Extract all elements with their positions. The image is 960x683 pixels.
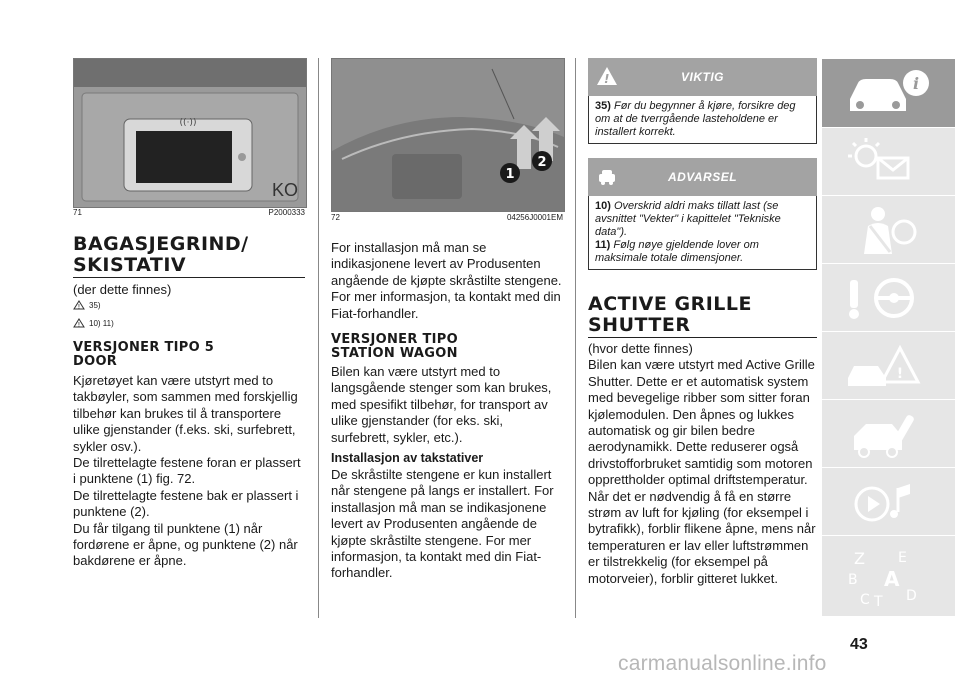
heading-line: VERSJONER TIPO [331, 332, 458, 347]
airbag-seatbelt-icon [844, 202, 934, 258]
note-text: Overskrid aldri maks tillatt last (se avsnittet "Vekter" i kapittelet "Tekniske data"). [595, 200, 781, 238]
car-roof-illustration [332, 59, 564, 211]
warning-triangle-icon [596, 66, 618, 86]
index-letter: D [906, 588, 917, 604]
col2-body-2 [331, 467, 563, 582]
index-letter: Z [854, 549, 865, 568]
heading-line: STATION WAGON [331, 346, 458, 361]
page-number: 43 [850, 636, 868, 653]
index-letter: T [874, 594, 883, 610]
heading-rule [73, 277, 305, 278]
section-heading-bagasjegrind [73, 234, 249, 276]
index-letter: A [884, 567, 900, 591]
svg-text:i: i [912, 74, 920, 93]
note-ref: 35) [89, 300, 101, 310]
media-icon [844, 474, 934, 530]
note-ref: 10) 11) [89, 318, 114, 328]
ref-line-1 [73, 300, 101, 310]
warning-triangle-icon [73, 300, 85, 310]
svg-text:!: ! [896, 366, 904, 382]
column-divider [575, 58, 576, 618]
svg-text:!: ! [604, 72, 610, 86]
tab-index[interactable] [822, 535, 955, 616]
tab-warning-lights[interactable] [822, 127, 955, 195]
fig71-logo: KO [271, 180, 298, 200]
svg-text:!: ! [77, 303, 81, 310]
paragraph: Bilen kan være utstyrt med to langsgående stenger som kan brukes, med spesifikt tilbehør, for transport av ulike gjenstander (for eks. ski, surfebrett, sykler, etc.). [331, 364, 552, 445]
fig72-caption [331, 213, 563, 222]
subtitle: (hvor dette finnes) [588, 341, 693, 356]
index-letter: E [898, 550, 907, 566]
viktig-banner [588, 58, 817, 96]
col3-body [588, 341, 817, 587]
paragraph: De tilrettelagte festene bak er plassert i punktene (2). [73, 487, 299, 520]
tab-safety[interactable] [822, 195, 955, 263]
ref-line-2 [73, 318, 114, 328]
note-number: 11) [595, 239, 611, 251]
section-heading-active-grille [588, 294, 752, 336]
advarsel-banner [588, 158, 817, 196]
note-text: Før du begynner å kjøre, forsikre deg om at de tverrgående lasteholdene er installert korrekt. [595, 100, 796, 138]
paragraph: Bilen kan være utstyrt med Active Grille Shutter. Dette er et automatisk system med bevegelige ribber som sitter foran kjølemodulen. Den åpnes og lukkes automatisk og gir bilen bedre aerodynamikk. Dette reduserer også drivstofforbruket samtidig som motoren opprettholder optimal driftstemperatur. Når det er nødvendig å få en større strøm av luft for kjøling (for eksempel i bytrafikk), forblir flikene åpne, mens når temperaturen er lav eller luftstrømmen er tilstrekkelig (for eksempel på motorveier), forblir gitteret lukket. [588, 357, 816, 586]
paragraph: Kjøretøyet kan være utstyrt med to takbøyler, som sammen med forskjellig tilbehør kan brukes til å transportere ulike gjenstander (f.eks. ski, surfebrett, sykler osv.). [73, 373, 298, 454]
heading-line: BAGASJEGRIND/ [73, 233, 249, 255]
note-number: 10) [595, 200, 611, 212]
paragraph: For installasjon må man se indikasjonene levert av Produsenten angående de kjøpte skråstilte stengene. For mer informasjon, ta kontakt med din Fiat-forhandler. [331, 240, 562, 321]
paragraph: De tilrettelagte festene foran er plassert i punktene (1) fig. 72. [73, 455, 301, 487]
advarsel-notes [588, 196, 817, 270]
heading-line: SKISTATIV [73, 254, 187, 276]
heading-rule [588, 337, 817, 338]
svg-text:((·)): ((·)) [179, 118, 197, 128]
heading-line: VERSJONER TIPO 5 [73, 340, 215, 355]
paragraph: De skråstilte stengene er kun installert når stengene på langs er installert. For installasjon må man se indikasjonene levert av Produsenten angående de kjøpte skråstilte stengene. For mer informasjon, ta kontakt med din Fiat-forhandler. [331, 467, 554, 581]
callout-1: 1 [505, 167, 515, 182]
figure-71-image [73, 58, 307, 208]
warning-lights-icon [844, 134, 934, 190]
col2-body [331, 364, 563, 446]
note-text: Følg nøye gjeldende lover om maksimale totale dimensjoner. [595, 239, 759, 264]
heading-line: SHUTTER [588, 314, 691, 336]
steering-key-icon [844, 270, 934, 326]
tab-multimedia[interactable] [822, 467, 955, 535]
note-number: 35) [595, 100, 611, 112]
col1-body [73, 373, 305, 570]
subtitle: (der dette finnes) [73, 282, 172, 297]
index-letter: B [848, 572, 858, 588]
svg-text:!: ! [77, 321, 81, 328]
index-icon [844, 542, 934, 612]
tab-starting-driving[interactable] [822, 263, 955, 331]
note-10 [595, 200, 810, 239]
banner-title: VIKTIG [680, 70, 724, 84]
tab-emergency[interactable] [822, 331, 955, 399]
paragraph: Du får tilgang til punktene (1) når fordørene er åpne, og punktene (2) når bakdørene er åpne. [73, 520, 298, 569]
index-letter: C [860, 592, 870, 608]
car-caution-icon [596, 168, 618, 186]
fig71-number: 71 [73, 208, 82, 217]
note-11 [595, 239, 810, 265]
heading-line: ACTIVE GRILLE [588, 293, 752, 315]
column-divider [318, 58, 319, 618]
fig72-number: 72 [331, 213, 340, 222]
heading-line: DOOR [73, 354, 118, 369]
sub-heading-station-wagon [331, 333, 458, 361]
tab-maintenance[interactable] [822, 399, 955, 467]
fig71-caption [73, 208, 305, 217]
figure-72-image [331, 58, 565, 212]
viktig-note [588, 96, 817, 144]
car-info-icon [844, 65, 934, 121]
watermark: carmanualsonline.info [618, 652, 827, 675]
accident-icon [844, 338, 934, 394]
fig71-code: P2000333 [268, 208, 305, 217]
banner-title: ADVARSEL [667, 170, 738, 184]
service-wrench-icon [844, 406, 934, 462]
caution-triangle-icon [73, 318, 85, 328]
tab-vehicle-info[interactable] [822, 58, 955, 127]
sub-heading-tipo-5-door [73, 341, 214, 369]
col2-intro [331, 240, 563, 322]
sub-heading-installasjon: Installasjon av takstativer [331, 451, 484, 465]
fig72-code: 04256J0001EM [506, 213, 563, 222]
callout-2: 2 [537, 155, 547, 170]
